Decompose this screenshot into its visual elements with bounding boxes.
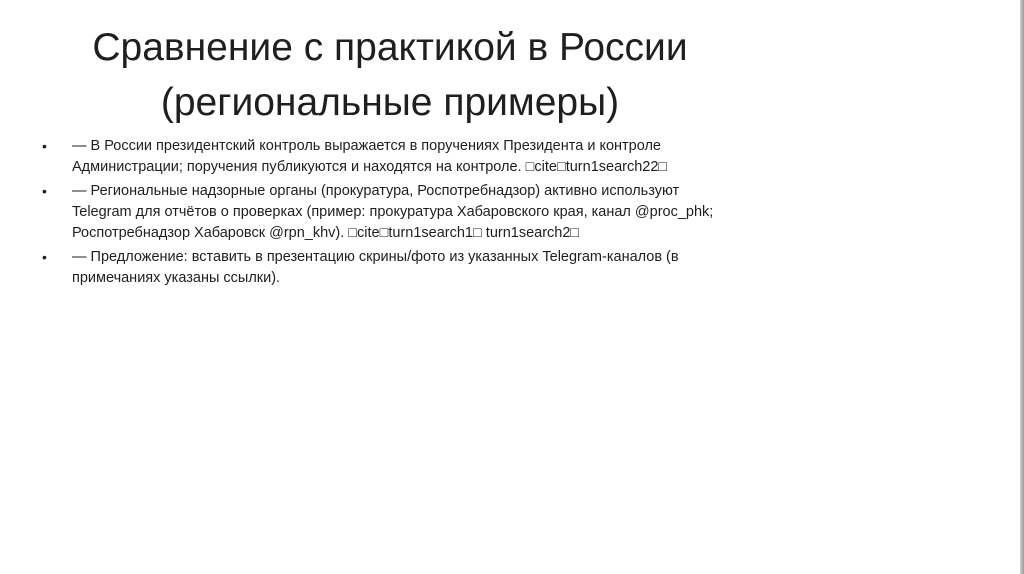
bullet-item xyxy=(40,181,740,244)
slide-title-line-2: (региональные примеры) xyxy=(160,81,620,124)
bullet-dot-icon: • xyxy=(42,138,47,154)
bullet-text: — Региональные надзорные органы (прокуратура, Роспотребнадзор) активно используют Telegram для отчётов о проверках (пример: прокуратура Хабаровского края, канал @proc_phk; Роспотребнадзор Хабаровск @rpn_khv). □cite□turn1search1□ turn1search2□ xyxy=(72,183,714,241)
bullet-dot-icon: • xyxy=(42,249,47,265)
bullet-text: — В России президентский контроль выражается в поручениях Президента и контроле Администрации; поручения публикуются и находятся на контроле. □cite□turn1search22□ xyxy=(72,138,668,175)
bullet-item xyxy=(40,247,740,289)
slide-title xyxy=(40,20,740,130)
slide-title-line-1: Сравнение с практикой в России xyxy=(92,26,688,69)
bullet-text: — Предложение: вставить в презентацию скрины/фото из указанных Telegram-каналов (в примечаниях указаны ссылки). xyxy=(72,249,679,286)
slide-edge-divider xyxy=(1020,0,1024,574)
bullet-dot-icon: • xyxy=(42,183,47,199)
bullet-item xyxy=(40,136,740,178)
bullet-list xyxy=(40,136,740,292)
